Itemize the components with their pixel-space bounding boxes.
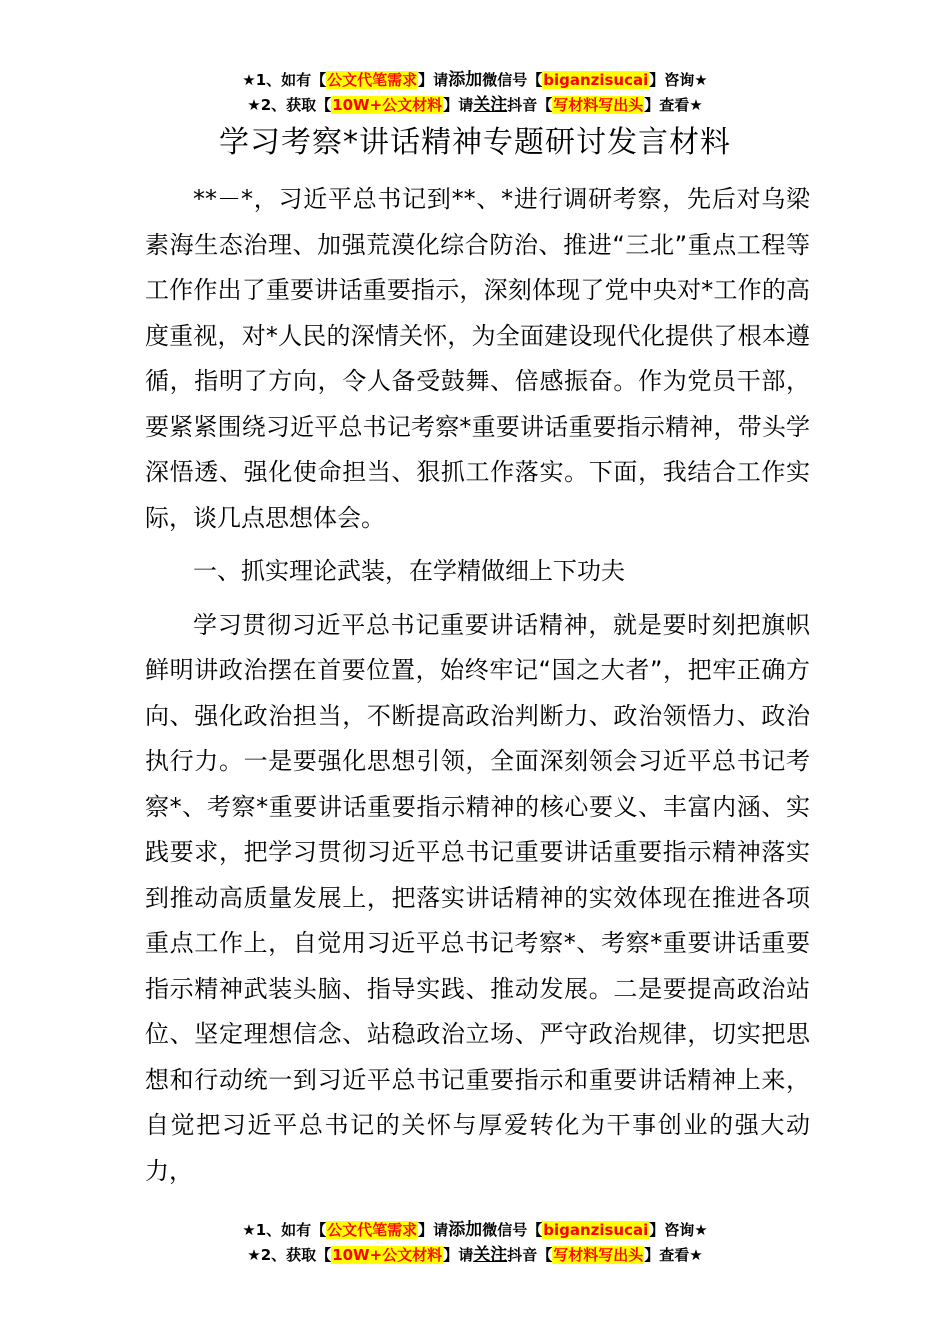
banner-line-1 — [0, 68, 950, 93]
banner-text: 】请 — [443, 96, 474, 114]
banner-text: ★2、获取【 — [247, 96, 332, 114]
douyin-highlight: 写材料写出头 — [553, 96, 644, 114]
footer-banner — [0, 1218, 950, 1268]
banner-text: 】请 — [418, 1221, 449, 1239]
materials-highlight: 10W+公文材料 — [332, 96, 443, 114]
banner-text: 抖音【 — [507, 1246, 553, 1264]
banner-line-2 — [0, 1243, 950, 1268]
service-highlight: 公文代笔需求 — [327, 71, 418, 89]
banner-emphasis: 关注 — [473, 95, 508, 115]
banner-text: 】咨询★ — [649, 71, 708, 89]
banner-line-2 — [0, 93, 950, 118]
banner-text: ★1、如有【 — [242, 71, 327, 89]
body-paragraph: 学习贯彻习近平总书记重要讲话精神，就是要时刻把旗帜鲜明讲政治摆在首要位置，始终牢记“国之大者”，把牢正确方向、强化政治担当，不断提高政治判断力、政治领悟力、政治执行力。一是要强化思想引领，全面深刻领会习近平总书记考察*、考察*重要讲话重要指示精神的核心要义、丰富内涵、实践要求，把学习贯彻习近平总书记重要讲话重要指示精神落实到推动高质量发展上，把落实讲话精神的实效体现在推进各项重点工作上，自觉用习近平总书记考察*、考察*重要讲话重要指示精神武装头脑、指导实践、推动发展。二是要提高政治站位、坚定理想信念、站稳政治立场、严守政治规律，切实把思想和行动统一到习近平总书记重要指示和重要讲话精神上来，自觉把习近平总书记的关怀与厚爱转化为干事创业的强大动力， — [145, 610, 810, 1185]
header-banner — [0, 68, 950, 118]
wechat-id-highlight: biganzisucai — [543, 71, 649, 89]
materials-highlight: 10W+公文材料 — [332, 1246, 443, 1264]
banner-text: ★2、获取【 — [247, 1246, 332, 1264]
banner-line-1 — [0, 1218, 950, 1243]
banner-text: 】查看★ — [644, 1246, 703, 1264]
banner-text: 】查看★ — [644, 96, 703, 114]
document-title: 学习考察*讲话精神专题研讨发言材料 — [219, 125, 731, 160]
banner-text: 抖音【 — [507, 96, 553, 114]
intro-paragraph: **－*，习近平总书记到**、*进行调研考察，先后对乌梁素海生态治理、加强荒漠化综合防治、推进“三北”重点工程等工作作出了重要讲话重要指示，深刻体现了党中央对*工作的高度重视，对*人民的深情关怀，为全面建设现代化提供了根本遵循，指明了方向，令人备受鼓舞、倍感振奋。作为党员干部，要紧紧围绕习近平总书记考察*重要讲话重要指示精神，带头学深悟透、强化使命担当、狠抓工作落实。下面，我结合工作实际，谈几点思想体会。 — [145, 185, 810, 532]
douyin-highlight: 写材料写出头 — [553, 1246, 644, 1264]
banner-emphasis: 添加 — [448, 1220, 483, 1240]
banner-text: 】请 — [443, 1246, 474, 1264]
banner-text: ★1、如有【 — [242, 1221, 327, 1239]
banner-text: 】咨询★ — [649, 1221, 708, 1239]
wechat-id-highlight: biganzisucai — [543, 1221, 649, 1239]
banner-text: 微信号【 — [482, 1221, 543, 1239]
banner-emphasis: 关注 — [473, 1245, 508, 1265]
section-heading: 一、抓实理论武装，在学精做细上下功夫 — [193, 557, 625, 585]
banner-text: 微信号【 — [482, 71, 543, 89]
document-body — [145, 177, 810, 1202]
banner-text: 】请 — [418, 71, 449, 89]
banner-emphasis: 添加 — [448, 70, 483, 90]
service-highlight: 公文代笔需求 — [327, 1221, 418, 1239]
